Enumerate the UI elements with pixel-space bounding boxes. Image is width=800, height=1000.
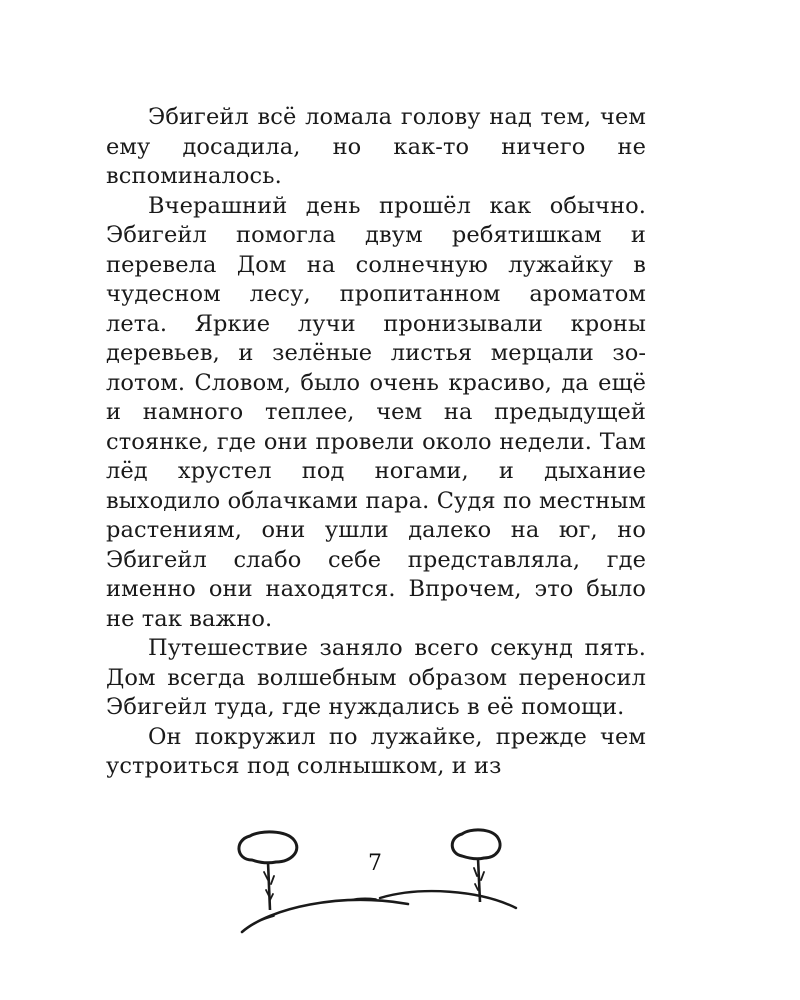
tree-icon — [239, 832, 297, 910]
page-number: 7 — [368, 851, 382, 876]
paragraph-2: Вчерашний день прошёл как обычно. Эбигейл помогла двум ребятишкам и перевела Дом на солнечную лужайку в чудесном лесу, пропитанном ароматом лета. Яркие лучи пронизывали кроны деревьев, и зелёные листья мерцали золотом. Словом, было очень красиво, да ещё и намного теплее, чем на предыдущей стоянке, где они провели около недели. Там лёд хрустел под ногами, и дыхание выходило облачками пара. Судя по местным растениям, они ушли далеко на юг, но Эбигейл слабо себе представляла, где именно они находятся. Впрочем, это было не так важно. — [106, 192, 646, 632]
paragraph-4: Он покружил по лужайке, прежде чем устроиться под солнышком, и из — [106, 723, 646, 779]
paragraph-1: Эбигейл всё ломала голову над тем, чем ему досадила, но как-то ничего не вспоминалось. — [106, 104, 646, 189]
tree-icon — [452, 830, 500, 902]
hills-illustration — [242, 891, 516, 932]
page-text — [106, 103, 646, 782]
footer-illustration — [230, 820, 530, 950]
paragraph-3: Путешествие заняло всего секунд пять. Дом всегда волшебным образом переносил Эбигейл туда, где нуждались в её помощи. — [106, 635, 646, 720]
